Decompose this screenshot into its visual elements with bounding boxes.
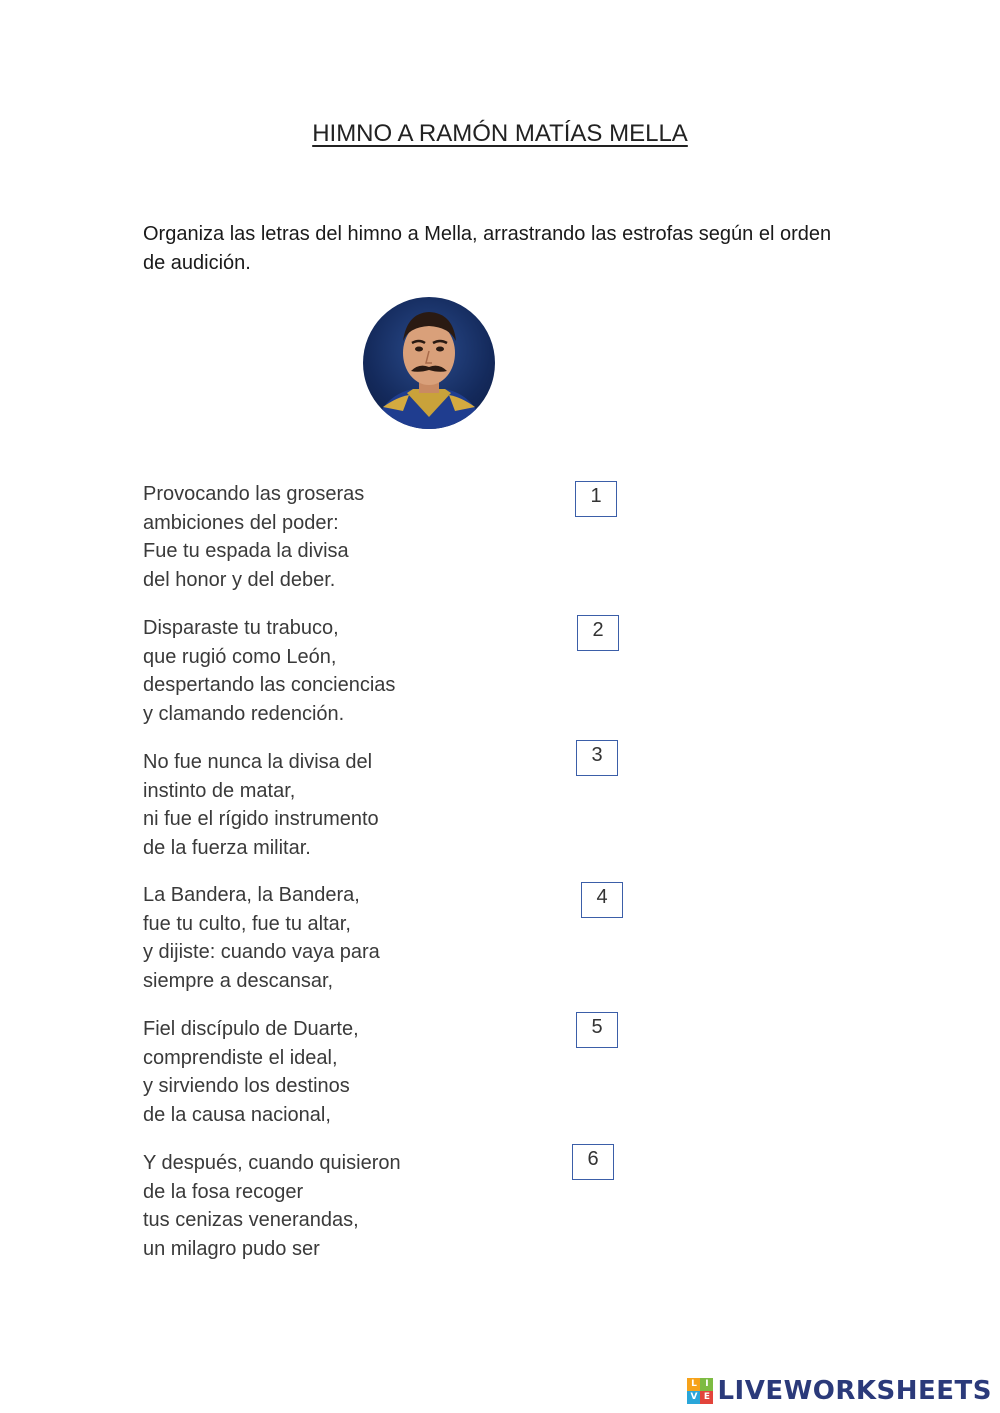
stanza-line: siempre a descansar, [143,970,334,993]
stanza-2[interactable] [143,614,563,729]
stanza-line: y sirviendo los destinos [143,1075,350,1098]
stanza-4[interactable] [143,881,563,996]
stanza-line: La Bandera, la Bandera, [143,884,360,906]
order-box-2[interactable]: 2 [577,615,619,651]
stanza-line: comprendiste el ideal, [143,1046,338,1069]
stanza-line: Disparaste tu trabuco, [143,617,339,639]
instructions-text: Organiza las letras del himno a Mella, arrastrando las estrofas según el orden de audición. [143,223,832,274]
logo-text: LIVEWORKSHEETS [717,1376,992,1406]
stanza-line: de la causa nacional, [143,1104,331,1127]
order-box-5[interactable]: 5 [576,1012,618,1048]
stanza-line: Fiel discípulo de Duarte, [143,1018,359,1040]
stanza-5[interactable] [143,1015,563,1130]
order-box-1[interactable]: 1 [575,481,617,517]
order-box-3[interactable]: 3 [576,740,618,776]
order-box-6[interactable]: 6 [572,1144,614,1180]
stanza-line: ni fue el rígido instrumento [143,808,379,831]
stanza-6[interactable] [143,1149,563,1264]
stanza-line: Provocando las groseras [143,483,365,505]
stanza-line: ambiciones del poder: [143,511,339,534]
stanza-line: y dijiste: cuando vaya para [143,941,380,964]
stanza-1[interactable] [143,480,563,595]
logo-badge-letter: L [687,1378,700,1391]
order-box-4[interactable]: 4 [581,882,623,918]
stanza-line: de la fosa recoger [143,1180,304,1203]
stanza-line: No fue nunca la divisa del [143,751,373,773]
portrait-illustration [363,297,495,429]
stanza-line: de la fuerza militar. [143,837,311,860]
liveworksheets-logo [687,1375,992,1407]
logo-badge-letter: I [700,1378,713,1391]
stanza-line: Y después, cuando quisieron [143,1152,401,1174]
page-title: HIMNO A RAMÓN MATÍAS MELLA [312,120,688,147]
logo-badge-letter: E [700,1391,713,1404]
stanza-3[interactable] [143,748,563,863]
portrait-image [363,297,495,429]
stanza-line: del honor y del deber. [143,569,336,592]
logo-badge-letter: V [687,1391,700,1404]
stanza-line: fue tu culto, fue tu altar, [143,912,351,935]
stanza-line: un milagro pudo ser [143,1238,320,1261]
logo-badge-icon [687,1378,713,1404]
stanza-line: que rugió como León, [143,645,337,668]
stanza-line: Fue tu espada la divisa [143,540,349,563]
stanza-line: instinto de matar, [143,779,296,802]
stanza-line: despertando las conciencias [143,674,396,697]
stanza-line: y clamando redención. [143,703,345,726]
stanza-line: tus cenizas venerandas, [143,1209,359,1232]
